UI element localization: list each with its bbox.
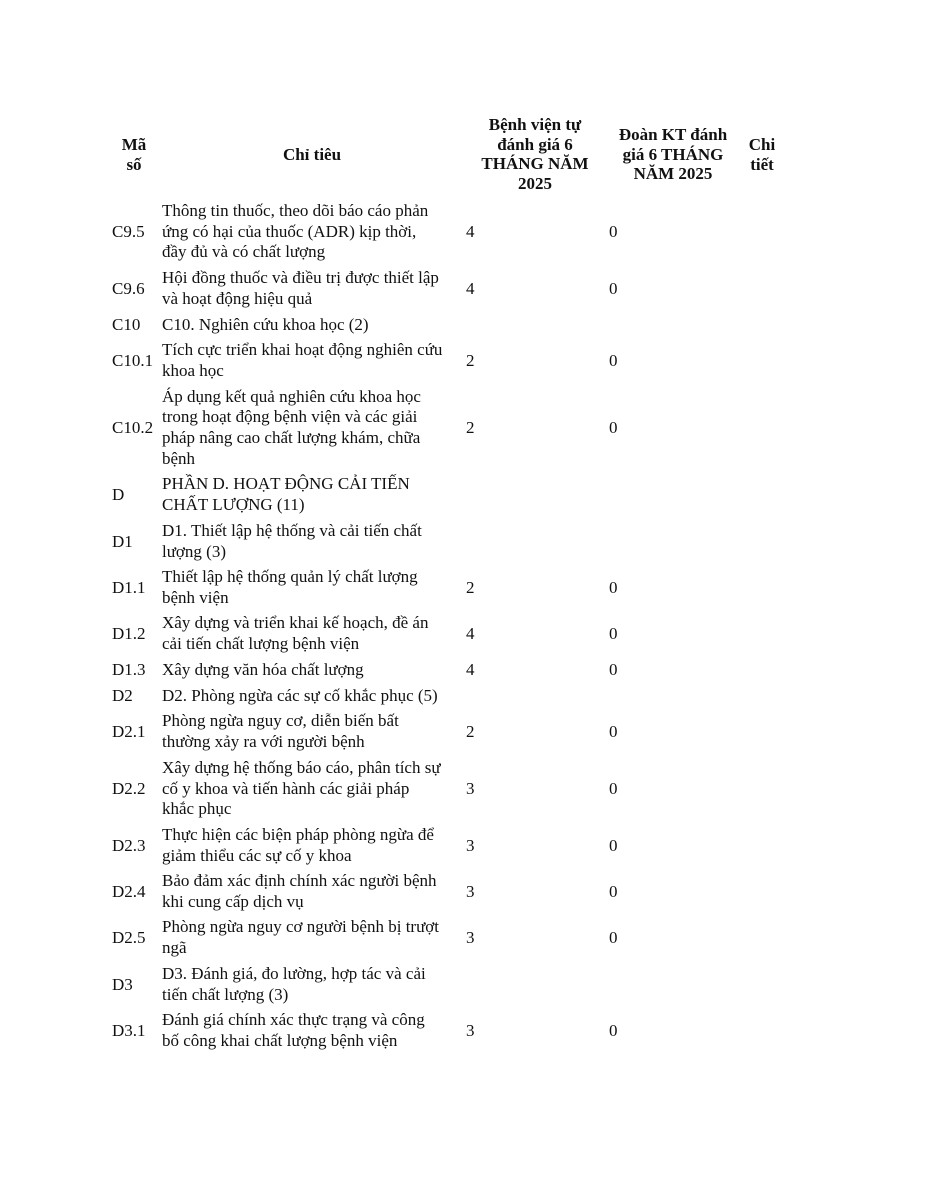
row-self-score: 4 — [466, 221, 475, 241]
table-row — [0, 711, 927, 752]
row-indicator-text — [162, 201, 428, 263]
row-code: D2.5 — [112, 927, 146, 947]
header-self-line: 2025 — [518, 173, 552, 193]
row-indicator-text — [162, 315, 369, 336]
row-indicator-line: cố y khoa và tiến hành các giải pháp — [162, 778, 410, 798]
row-team-score: 0 — [609, 623, 618, 643]
row-self-score — [466, 686, 496, 707]
table-row — [0, 387, 927, 469]
row-indicator-line: Thông tin thuốc, theo dõi báo cáo phản — [162, 201, 429, 221]
table-row — [0, 825, 927, 866]
row-indicator-line: khi cung cấp dịch vụ — [162, 891, 304, 911]
row-indicator-line: C10. Nghiên cứu khoa học (2) — [162, 314, 369, 334]
row-indicator-line: Phòng ngừa nguy cơ người bệnh bị trượt — [162, 917, 440, 937]
row-indicator-line: Thiết lập hệ thống quản lý chất lượng — [162, 567, 418, 587]
table-row — [0, 613, 927, 654]
row-indicator-text — [162, 758, 441, 820]
table-row — [0, 521, 927, 562]
row-code: C9.6 — [112, 278, 145, 298]
row-self-score: 3 — [466, 927, 475, 947]
row-indicator-text — [162, 871, 437, 912]
row-code: D2 — [112, 685, 133, 705]
row-indicator-line: Đánh giá chính xác thực trạng và công — [162, 1010, 425, 1030]
row-indicator — [162, 613, 464, 654]
row-indicator-text — [162, 387, 421, 469]
header-team-line: NĂM 2025 — [633, 164, 713, 183]
header-code-line: số — [126, 154, 142, 174]
table-row — [0, 567, 927, 608]
row-self-score: 2 — [466, 577, 475, 597]
row-code: D1.3 — [112, 659, 146, 679]
row-indicator-text — [162, 613, 428, 654]
header-team-assessment — [604, 125, 742, 184]
row-indicator-line: giảm thiểu các sự cố y khoa — [162, 845, 352, 865]
row-indicator-line: ứng có hại của thuốc (ADR) kịp thời, — [162, 221, 417, 241]
row-team-score: 0 — [609, 1020, 618, 1040]
row-team-score: 0 — [609, 778, 618, 798]
row-team-score: 0 — [609, 350, 618, 370]
table-row — [0, 917, 927, 958]
row-indicator-line: Xây dựng hệ thống báo cáo, phân tích sự — [162, 758, 441, 778]
header-self-assessment — [468, 115, 602, 193]
row-self-score: 4 — [466, 623, 475, 643]
row-indicator-line: bệnh viện — [162, 587, 229, 607]
row-indicator-text — [162, 521, 422, 562]
row-code: C10.1 — [112, 350, 154, 370]
header-self-line: THÁNG NĂM — [481, 154, 589, 173]
row-indicator-line: Phòng ngừa nguy cơ, diễn biến bất — [162, 711, 399, 731]
row-self-score: 3 — [466, 1020, 475, 1040]
row-team-score: 0 — [609, 721, 618, 741]
table-row — [0, 268, 927, 309]
row-code: D1.2 — [112, 623, 146, 643]
row-team-score: 0 — [609, 835, 618, 855]
row-self-score: 3 — [466, 835, 475, 855]
row-indicator — [162, 917, 464, 958]
row-self-score — [466, 521, 496, 562]
row-code: D3 — [112, 974, 133, 994]
row-indicator-line: khoa học — [162, 360, 224, 380]
row-self-score — [466, 474, 496, 515]
row-indicator-line: D3. Đánh giá, đo lường, hợp tác và cải — [162, 964, 426, 984]
row-indicator-line: Bảo đảm xác định chính xác người bệnh — [162, 871, 437, 891]
row-self-score — [466, 964, 496, 1005]
row-indicator-line: bệnh — [162, 448, 196, 468]
row-indicator-text — [162, 660, 364, 681]
row-indicator-text — [162, 567, 418, 608]
row-indicator-line: Xây dựng và triển khai kế hoạch, đề án — [162, 613, 429, 633]
row-self-score: 2 — [466, 350, 475, 370]
row-indicator — [162, 315, 464, 336]
row-indicator — [162, 686, 464, 707]
row-indicator-line: trong hoạt động bệnh viện và các giải — [162, 407, 418, 427]
table-row — [0, 1010, 927, 1051]
row-indicator-text — [162, 340, 442, 381]
row-team-score — [609, 521, 639, 562]
header-code-line: Mã — [121, 135, 147, 154]
row-indicator — [162, 660, 464, 681]
row-indicator — [162, 758, 464, 820]
table-row — [0, 201, 927, 263]
row-team-score — [609, 474, 639, 515]
row-indicator-line: D2. Phòng ngừa các sự cố khắc phục (5) — [162, 685, 438, 705]
row-indicator-line: ngã — [162, 937, 187, 957]
row-code: D2.2 — [112, 778, 146, 798]
row-self-score: 2 — [466, 721, 475, 741]
row-code: D3.1 — [112, 1020, 146, 1040]
row-indicator — [162, 964, 464, 1005]
row-indicator-line: cải tiến chất lượng bệnh viện — [162, 633, 360, 653]
row-indicator-line: D1. Thiết lập hệ thống và cải tiến chất — [162, 521, 422, 541]
header-detail-line: Chi — [748, 135, 776, 154]
row-indicator-line: tiến chất lượng (3) — [162, 984, 289, 1004]
row-indicator-text — [162, 711, 399, 752]
row-team-score: 0 — [609, 881, 618, 901]
row-indicator-line: đầy đủ và có chất lượng — [162, 242, 326, 262]
row-indicator-line: khắc phục — [162, 799, 232, 819]
row-self-score — [466, 315, 496, 336]
table-row — [0, 964, 927, 1005]
header-detail — [742, 135, 782, 174]
row-team-score — [609, 315, 639, 336]
row-indicator-text — [162, 917, 439, 958]
table-row — [0, 315, 927, 336]
row-indicator-line: Tích cực triển khai hoạt động nghiên cứu — [162, 340, 443, 360]
row-indicator — [162, 474, 464, 515]
table-row — [0, 686, 927, 707]
row-indicator — [162, 340, 464, 381]
row-team-score — [609, 964, 639, 1005]
row-team-score: 0 — [609, 221, 618, 241]
row-team-score — [609, 686, 639, 707]
row-indicator — [162, 268, 464, 309]
table-row — [0, 660, 927, 681]
row-indicator-text — [162, 268, 439, 309]
header-self-line: đánh giá 6 — [497, 134, 573, 154]
row-indicator-line: CHẤT LƯỢNG (11) — [162, 494, 305, 514]
row-indicator — [162, 1010, 464, 1051]
header-detail-line: tiết — [750, 154, 774, 174]
row-indicator — [162, 521, 464, 562]
table-row — [0, 758, 927, 820]
row-indicator-line: Hội đồng thuốc và điều trị được thiết lập — [162, 268, 439, 288]
table-row — [0, 474, 927, 515]
row-team-score: 0 — [609, 659, 618, 679]
row-code: C10.2 — [112, 417, 154, 437]
row-indicator-line: Xây dựng văn hóa chất lượng — [162, 659, 364, 679]
row-code: D2.4 — [112, 881, 146, 901]
row-code: D2.1 — [112, 721, 146, 741]
row-indicator — [162, 201, 464, 263]
row-indicator-text — [162, 964, 426, 1005]
row-indicator-line: bố công khai chất lượng bệnh viện — [162, 1030, 398, 1050]
row-self-score: 2 — [466, 417, 475, 437]
row-code: C9.5 — [112, 221, 145, 241]
row-self-score: 3 — [466, 778, 475, 798]
row-indicator-line: pháp nâng cao chất lượng khám, chữa — [162, 427, 421, 447]
row-indicator-line: thường xảy ra với người bệnh — [162, 731, 365, 751]
header-team-line: giá 6 THÁNG — [622, 144, 724, 164]
row-self-score: 4 — [466, 278, 475, 298]
row-self-score: 4 — [466, 659, 475, 679]
row-team-score: 0 — [609, 577, 618, 597]
row-indicator-text — [162, 825, 434, 866]
row-indicator-line: và hoạt động hiệu quả — [162, 288, 313, 308]
header-indicator — [162, 145, 462, 165]
header-code — [112, 135, 156, 174]
row-indicator-line: PHẦN D. HOẠT ĐỘNG CẢI TIẾN — [162, 474, 410, 494]
row-indicator — [162, 825, 464, 866]
row-code: C10 — [112, 314, 141, 334]
row-indicator — [162, 387, 464, 469]
header-self-line: Bệnh viện tự — [488, 115, 582, 134]
table-row — [0, 340, 927, 381]
row-code: D2.3 — [112, 835, 146, 855]
row-indicator-text — [162, 1010, 425, 1051]
row-indicator-text — [162, 474, 410, 515]
row-indicator-line: lượng (3) — [162, 541, 226, 561]
row-self-score: 3 — [466, 881, 475, 901]
row-team-score: 0 — [609, 278, 618, 298]
row-indicator-text — [162, 686, 438, 707]
row-indicator-line: Áp dụng kết quả nghiên cứu khoa học — [162, 386, 421, 406]
row-team-score: 0 — [609, 927, 618, 947]
row-code: D1.1 — [112, 577, 146, 597]
header-indicator-line: Chỉ tiêu — [282, 145, 342, 164]
table-row — [0, 871, 927, 912]
row-code: D — [112, 484, 125, 504]
row-indicator — [162, 567, 464, 608]
row-code: D1 — [112, 531, 133, 551]
header-team-line: Đoàn KT đánh — [618, 125, 728, 144]
row-indicator — [162, 871, 464, 912]
row-indicator — [162, 711, 464, 752]
row-indicator-line: Thực hiện các biện pháp phòng ngừa để — [162, 825, 434, 845]
row-team-score: 0 — [609, 417, 618, 437]
